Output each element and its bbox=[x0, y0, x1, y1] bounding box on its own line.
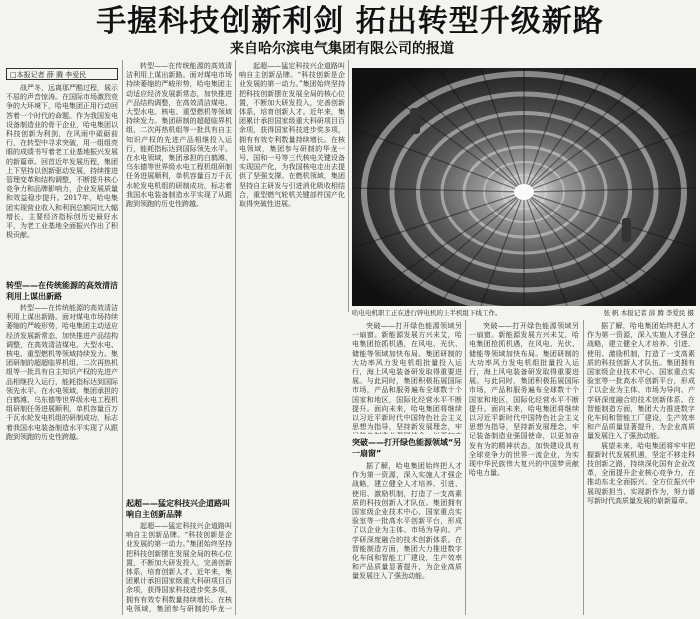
article-column-2-cont bbox=[126, 522, 232, 614]
article-paragraph: 突破——打开绿色能源领域另一扇窗。新能源发展方兴未艾，哈电集团抢抓机遇，在风电、光伏、储能等领域加快布局。集团研制的大功率风力发电机组批量投入运行，海上风电装备研发取得重要进展。与此同时，集团积极拓展国际市场，产品和服务遍布全球数十个国家和地区，国际化经营水平不断提升。面向未来，哈电集团将继续以习近平新时代中国特色社会主义思想为指导，坚持新发展理念，牢记装备制造业强国使命，以更加奋发有为的精神状态，加快建设具有全球竞争力的世界一流企业，为实现中华民族伟大复兴的中国梦贡献哈电力量。 bbox=[469, 322, 579, 478]
article-column-6 bbox=[587, 322, 695, 614]
article-column-4-cont bbox=[352, 462, 462, 614]
column-rule bbox=[583, 320, 584, 615]
article-column-5 bbox=[469, 322, 579, 614]
section-heading-3: 突破——打开绿色能源领域“另一扇窗” bbox=[352, 438, 462, 458]
article-paragraph: 据了解，哈电集团始终把人才作为第一资源，深入实施人才强企战略，建立健全人才培养、引进、使用、激励机制，打造了一支高素质的科技创新人才队伍。集团拥有国家级企业技术中心、国家重点实验室等一批高水平创新平台，形成了以企业为主体、市场为导向、产学研深度融合的技术创新体系。在智能制造方面，集团大力推进数字化车间和智能工厂建设，生产效率和产品质量显著提升，为企业高质量发展注入了强劲动能。 bbox=[352, 462, 462, 581]
headline: 手握科技创新利剑 拓出转型升级新路 bbox=[96, 4, 604, 39]
article-column-4 bbox=[352, 322, 462, 434]
article-paragraph: 据了解，哈电集团始终把人才作为第一资源，深入实施人才强企战略，建立健全人才培养、引进、使用、激励机制，打造了一支高素质的科技创新人才队伍。集团拥有国家级企业技术中心、国家重点实验室等一批高水平创新平台，形成了以企业为主体、市场为导向、产学研深度融合的技术创新体系。在智能制造方面，集团大力推进数字化车间和智能工厂建设，生产效率和产品质量显著提升，为企业高质量发展注入了强劲动能。 bbox=[587, 322, 695, 441]
section-heading-1: 转型——在传统能源的高效清洁利用上谋出新路 bbox=[6, 281, 118, 301]
column-rule bbox=[348, 60, 349, 312]
photo-caption bbox=[352, 309, 696, 318]
article-paragraph: 转型——在传统能源的高效清洁利用上谋出新路。面对煤电市场持续萎缩的严峻形势，哈电集团主动适应经济发展新常态，加快推进产品结构调整，在高效清洁煤电、大型水电、核电、重型燃机等领域持续发力。集团研制的超超临界机组、二次再热机组等一批具有自主知识产权的先进产品相继投入运行，能耗指标达到国际领先水平。在水电领域，集团承担的白鹤滩、乌东德等世界级水电工程机组研制任务进展顺利，单机容量百万千瓦水轮发电机组的研制成功，标志着我国水电装备制造水平实现了从跟跑到领跑的历史性跨越。 bbox=[6, 304, 118, 441]
byline: □本报记者 薛 腾 李爱民 bbox=[6, 68, 118, 80]
subheadline: 来自哈尔滨电气集团有限公司的报道 bbox=[230, 41, 454, 57]
section-heading-2: 起超——猛定科技兴企道路叫响自主创新品牌 bbox=[126, 499, 230, 519]
caption-text: 哈电电机职工正在进行锌电机的上半机组下线工作。 bbox=[352, 309, 502, 317]
article-column-1 bbox=[6, 84, 118, 276]
article-paragraph: 战严冬，远离那严酷过程，展示不屈的声音惊涛。在国际市场激烈竞争的大环境下，哈电集团正用行动回答着一个时代的命题。作为我国发电设备制造业的骨干企业，哈电集团以科技创新为利剑，在风雨中砥砺前行，在转型中寻求突破，用一组组亮眼的成绩书写着老工业基地振兴发展的新篇章。回首近年发展历程，集团上下坚持以创新驱动发展，持续推进管理变革和结构调整，不断提升核心竞争力和品牌影响力，企业发展质量和效益稳步提升。2017年，哈电集团实现营业收入和利润总额同比大幅增长，主要经济指标创历史最好水平，为老工业基地全面振兴作出了积极贡献。 bbox=[6, 84, 118, 240]
article-column-2 bbox=[126, 62, 232, 494]
photo-credit: 张 帆 本报记者 薛 腾 李爱民 摄 bbox=[603, 309, 694, 317]
column-rule bbox=[235, 60, 236, 615]
generator-stator-image bbox=[352, 68, 696, 306]
article-paragraph: 展望未来，哈电集团将牢牢把握新时代发展机遇，坚定不移走科技创新之路，持续深化国有企业改革，全面提升企业核心竞争力，在推动东北全面振兴、全方位振兴中展现新担当、实现新作为，努力谱写新时代高质量发展的崭新篇章。 bbox=[587, 441, 695, 505]
article-paragraph: 突破——打开绿色能源领域另一扇窗。新能源发展方兴未艾，哈电集团抢抓机遇，在风电、光伏、储能等领域加快布局。集团研制的大功率风力发电机组批量投入运行，海上风电装备研发取得重要进展。与此同时，集团积极拓展国际市场，产品和服务遍布全球数十个国家和地区，国际化经营水平不断提升。面向未来，哈电集团将继续以习近平新时代中国特色社会主义思想为指导，坚持新发展理念，牢 bbox=[352, 322, 462, 432]
article-paragraph: 起超——猛定科技兴企道路叫响自主创新品牌。“科技创新是企业发展的第一动力。”集团始终坚持把科技创新摆在发展全局的核心位置，不断加大研发投入，完善创新体系，培育创新人才。近年来，集团累计承担国家级重大科研项目百余项，获得国家科技进步奖多项，拥有有效专利数量持续增长。在核电领域，集团参与研制的华龙一号、国和一号等三代核电关键设备实现国产化，为我国核电走出去提供了坚强支撑。在燃机领域，集团坚持自主研发与引进消化吸收相结合，重型燃气轮机关键部件国产化取得突破性进展。 bbox=[239, 62, 345, 209]
column-rule bbox=[122, 60, 123, 615]
article-paragraph: 转型——在传统能源的高效清洁利用上谋出新路。面对煤电市场持续萎缩的严峻形势，哈电集团主动适应经济发展新常态，加快推进产品结构调整，在高效清洁煤电、大型水电、核电、重型燃机等领域持续发力。集团研制的超超临界机组、二次再热机组等一批具有自主知识产权的先进产品相继投入运行，能耗指标达到国际领先水平。在水电领域，集团承担的白鹤滩、乌东德等世界级水电工程机组研制任务进展顺利，单机容量百万千瓦水轮发电机组的研制成功，标志着我国水电装备制造水平实现了从跟跑到领跑的历史性跨越。 bbox=[126, 62, 232, 209]
article-paragraph: 起超——猛定科技兴企道路叫响自主创新品牌。“科技创新是企业发展的第一动力。”集团始终坚持把科技创新摆在发展全局的核心位置，不断加大研发投入，完善创新体系，培育创新人才。近年来，集团累计承担国家级重大科研项目百余项，获得国家科技进步奖多项，拥有有效专利数量持续增长。在核电领域，集团参与研制的华龙一 bbox=[126, 522, 232, 613]
article-column-1-cont bbox=[6, 304, 118, 614]
article-column-3 bbox=[239, 62, 345, 614]
turbine-generator-photo bbox=[352, 68, 696, 306]
column-rule bbox=[465, 320, 466, 615]
